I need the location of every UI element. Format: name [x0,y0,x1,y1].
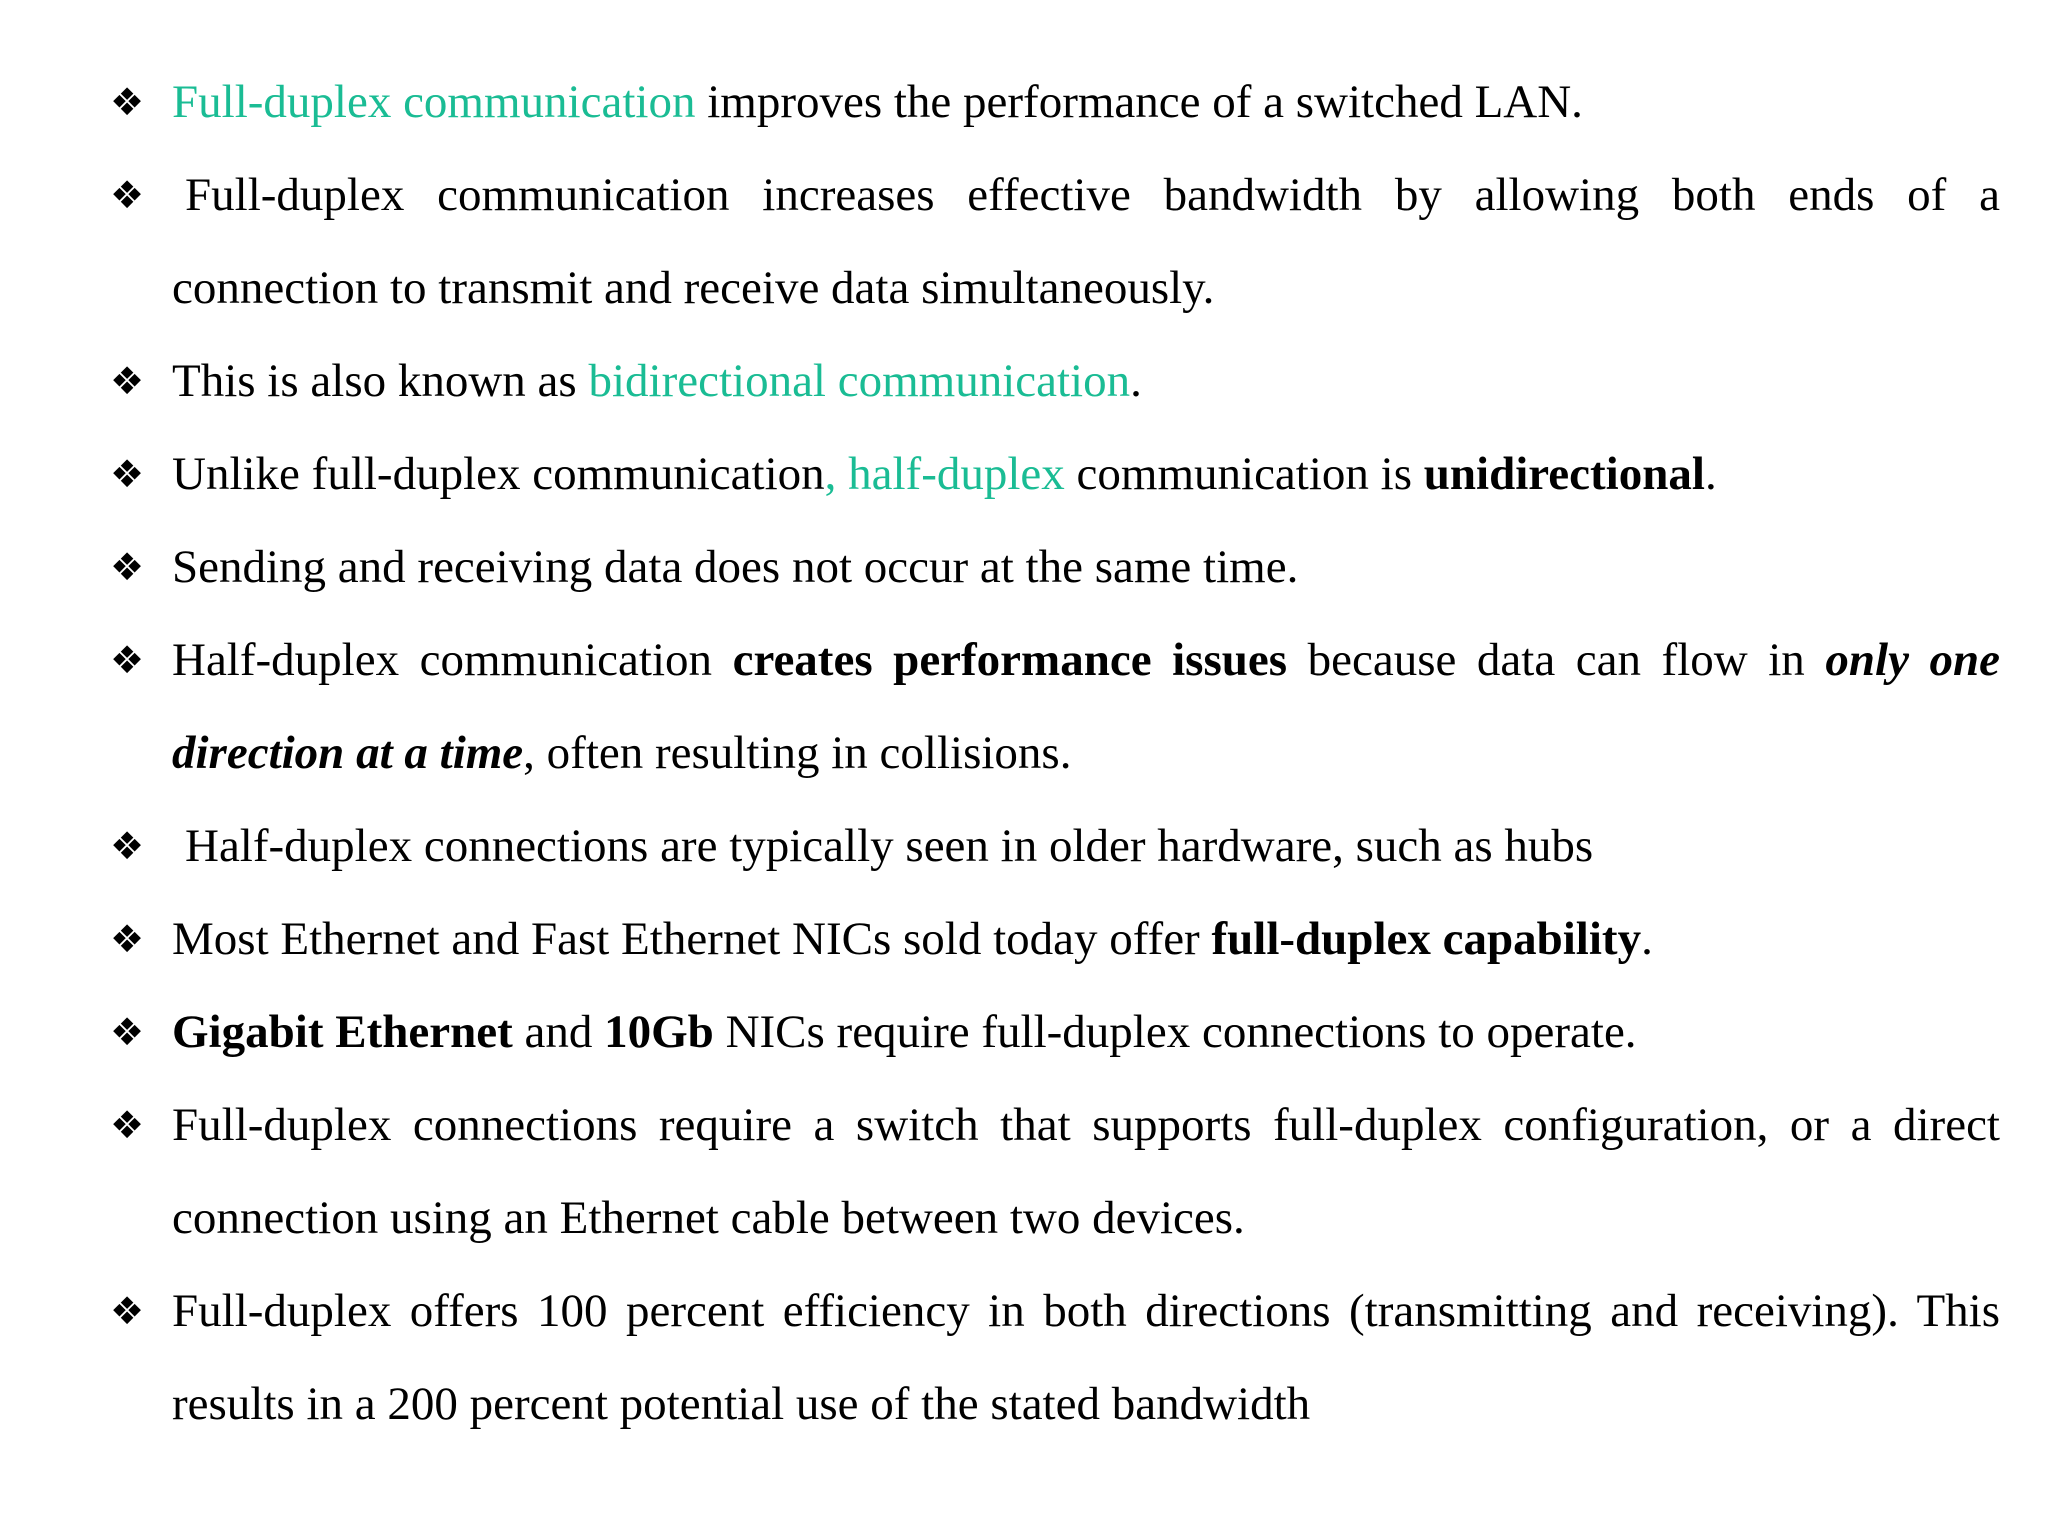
list-item [110,335,2000,428]
list-item [110,56,2000,149]
item-text: NICs require full-duplex connections to operate. [713,1006,1637,1058]
bold-text: unidirectional [1423,448,1705,500]
diamond-bullet-icon: ❖ [110,452,145,496]
diamond-bullet-icon: ❖ [110,824,145,868]
list-item [110,614,2000,800]
bold-text: full-duplex capability [1211,913,1642,965]
diamond-bullet-icon: ❖ [110,1289,145,1333]
item-text: . [1130,355,1142,407]
diamond-bullet-icon: ❖ [110,359,145,403]
item-text: . [1704,448,1717,500]
item-text: because data can flow in [1287,634,1826,686]
bold-text: creates performance issues [732,634,1288,686]
list-item [110,1079,2000,1265]
list-item [110,893,2000,986]
document-body [110,56,2000,1451]
item-text: This is also known as [172,355,589,407]
item-text: Sending and receiving data does not occur at the same time. [172,541,1299,593]
item-text: , often resulting in collisions. [523,727,1072,779]
diamond-bullet-icon: ❖ [110,638,145,682]
list-item [110,428,2000,521]
diamond-bullet-icon: ❖ [110,1103,145,1147]
diamond-bullet-icon: ❖ [110,1010,145,1054]
item-text: improves the performance of a switched LAN. [695,76,1583,128]
highlight-text: , half-duplex [824,448,1065,500]
bullet-list [110,56,2000,1451]
list-item [110,986,2000,1079]
list-item [110,149,2000,335]
item-text: Full-duplex communication increases effective bandwidth by allowing both ends of a connection to transmit and receive data simultaneously. [172,169,2000,314]
diamond-bullet-icon: ❖ [110,80,145,124]
bold-text: 10Gb [604,1006,714,1058]
list-item [110,800,2000,893]
item-text: Half-duplex communication [172,634,733,686]
bold-italic-text: only one direction at a time [172,634,2000,779]
item-text: and [512,1006,605,1058]
diamond-bullet-icon: ❖ [110,545,145,589]
diamond-bullet-icon: ❖ [110,173,145,217]
item-text: Most Ethernet and Fast Ethernet NICs sold today offer [172,913,1212,965]
highlight-text: bidirectional communication [588,355,1131,407]
item-text: Unlike full-duplex communication [172,448,825,500]
item-text: communication is [1064,448,1424,500]
list-item [110,1265,2000,1451]
highlight-text: Full-duplex communication [172,76,696,128]
bold-text: Gigabit Ethernet [172,1006,513,1058]
item-text: Full-duplex connections require a switch that supports full-duplex configuration, or a direct connection using an Ethernet cable between two devices. [172,1099,2000,1244]
diamond-bullet-icon: ❖ [110,917,145,961]
item-text: . [1641,913,1653,965]
item-text: Full-duplex offers 100 percent efficiency in both directions (transmitting and receiving). This results in a 200 percent potential use of the stated bandwidth [172,1285,2000,1430]
item-text: Half-duplex connections are typically seen in older hardware, such as hubs [185,820,1594,872]
list-item [110,521,2000,614]
